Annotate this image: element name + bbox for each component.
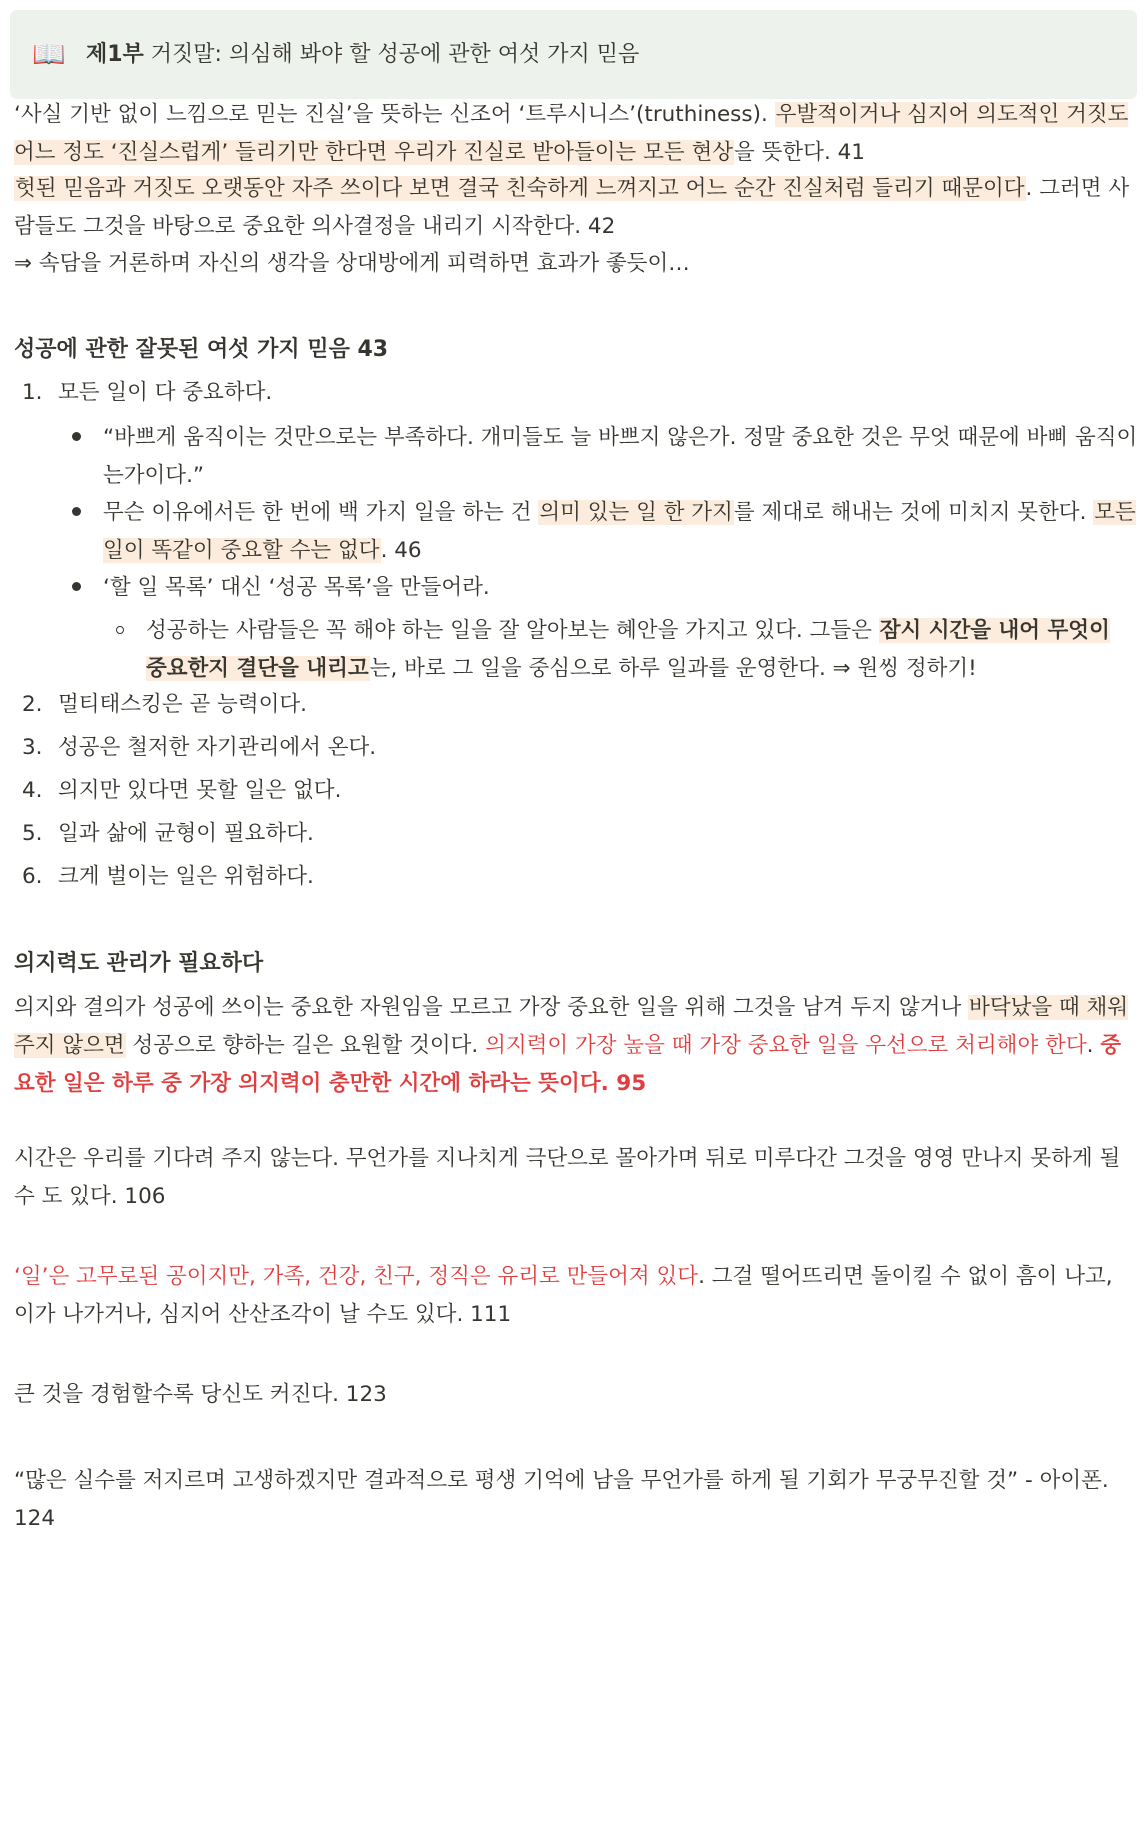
list-number: 2. bbox=[22, 692, 43, 717]
text-span: 는, 바로 그 일을 중심으로 하루 일과를 운영한다. ⇒ 원씽 정하기! bbox=[369, 656, 977, 681]
bullet-dot bbox=[72, 432, 81, 441]
bullet-one-meaningful-thing bbox=[103, 494, 1138, 570]
callout-title-bold: 제1부 bbox=[86, 41, 144, 67]
heading-willpower: 의지력도 관리가 필요하다 bbox=[14, 951, 264, 976]
text-span: 무슨 이유에서든 한 번에 백 가지 일을 하는 건 bbox=[103, 500, 539, 525]
text-span: ‘사실 기반 없이 느낌으로 믿는 진실’을 뜻하는 신조어 ‘트루시니스’(truthiness). bbox=[14, 102, 775, 127]
highlight-span: 바닥났을 때 채워 주지 않으면 bbox=[14, 995, 1129, 1058]
text-span: 를 제대로 해내는 것에 미치지 못한다. bbox=[733, 500, 1094, 525]
paragraph-rubber-ball bbox=[14, 1258, 1138, 1334]
callout-title bbox=[86, 36, 639, 74]
paragraph-proverb: ⇒ 속담을 거론하며 자신의 생각을 상대방에게 피력하면 효과가 좋듯이… bbox=[14, 251, 690, 276]
paragraph-experience: 큰 것을 경험할수록 당신도 커진다. 123 bbox=[14, 1382, 387, 1407]
paragraph-familiar-lies bbox=[14, 170, 1138, 246]
list-number: 1. bbox=[22, 380, 43, 405]
list-item-5: 일과 삶에 균형이 필요하다. bbox=[58, 821, 314, 846]
bullet-dot bbox=[72, 582, 81, 591]
red-bold-span: 중요한 일은 하루 중 가장 의지력이 충만한 시간에 하라는 뜻이다. 95 bbox=[14, 1033, 1122, 1096]
text-span: 의지와 결의가 성공에 쓰이는 중요한 자원임을 모르고 가장 중요한 일을 위해 그것을 남겨 두지 않거나 bbox=[14, 995, 969, 1020]
sub-bullet-circle bbox=[116, 626, 124, 634]
list-number: 3. bbox=[22, 735, 43, 760]
text-span: 성공으로 향하는 길은 요원할 것이다. bbox=[125, 1033, 486, 1058]
bullet-success-list: ‘할 일 목록’ 대신 ‘성공 목록’을 만들어라. bbox=[103, 575, 490, 600]
open-book-icon: 📖 bbox=[32, 38, 66, 70]
list-item-1: 모든 일이 다 중요하다. bbox=[58, 380, 273, 405]
highlight-span: 헛된 믿음과 거짓도 오랫동안 자주 쓰이다 보면 결국 친숙하게 느껴지고 어느 순간 진실처럼 들리기 때문이다 bbox=[15, 176, 1025, 201]
callout-block bbox=[10, 10, 1137, 99]
red-span: ‘일’은 고무로된 공이지만, 가족, 건강, 친구, 정직은 유리로 만들어져 있다 bbox=[14, 1264, 699, 1289]
heading-six-beliefs: 성공에 관한 잘못된 여섯 가지 믿음 43 bbox=[14, 337, 389, 362]
text-span: . 그걸 떨어뜨리면 돌이킬 수 없이 흠이 나고, 이가 나가거나, 심지어 산산조각이 날 수도 있다. 111 bbox=[14, 1264, 1113, 1327]
highlight-span: 우발적이거나 심지어 의도적인 거짓도 어느 정도 ‘진실스럽게’ 들리기만 한다면 우리가 진실로 받아들이는 모든 현상 bbox=[14, 102, 1129, 165]
text-span: . bbox=[1086, 1033, 1101, 1058]
list-number: 6. bbox=[22, 864, 43, 889]
list-number: 4. bbox=[22, 778, 43, 803]
red-span: 의지력이 가장 높을 때 가장 중요한 일을 우선으로 처리해야 한다 bbox=[485, 1033, 1087, 1058]
paragraph-time: 시간은 우리를 기다려 주지 않는다. 무언가를 지나치게 극단으로 몰아가며 뒤로 미루다간 그것을 영영 만나지 못하게 될 수 도 있다. 106 bbox=[14, 1146, 1121, 1209]
text-span: 성공하는 사람들은 꼭 해야 하는 일을 잘 알아보는 혜안을 가지고 있다. 그들은 bbox=[146, 618, 879, 643]
list-item-4: 의지만 있다면 못할 일은 없다. bbox=[58, 778, 342, 803]
list-item-2: 멀티태스킹은 곧 능력이다. bbox=[58, 692, 307, 717]
text-span: . 그러면 사람들도 그것을 바탕으로 중요한 의사결정을 내리기 시작한다. 42 bbox=[14, 176, 1130, 239]
text-span: . 46 bbox=[380, 538, 422, 563]
highlight-span: 의미 있는 일 한 가지 bbox=[539, 500, 733, 525]
highlight-bold-span: 잠시 시간을 내어 무엇이 중요한지 결단을 내리고 bbox=[146, 618, 1110, 681]
bullet-dot bbox=[72, 507, 81, 516]
callout-title-rest: 거짓말: 의심해 봐야 할 성공에 관한 여섯 가지 믿음 bbox=[143, 41, 640, 67]
paragraph-willpower bbox=[14, 989, 1138, 1103]
paragraph-truthiness bbox=[14, 96, 1138, 172]
sub-bullet-insight bbox=[146, 612, 1130, 688]
highlight-span: 모든 일이 똑같이 중요할 수는 없다 bbox=[103, 500, 1136, 563]
text-span: 을 뜻한다. 41 bbox=[734, 140, 865, 165]
bullet-busy-ants: “바쁘게 움직이는 것만으로는 부족하다. 개미들도 늘 바쁘지 않은가. 정말 중요한 것은 무엇 때문에 바삐 움직이는가이다.” bbox=[103, 425, 1138, 488]
list-number: 5. bbox=[22, 821, 43, 846]
paragraph-quote: “많은 실수를 저지르며 고생하겠지만 결과적으로 평생 기억에 남을 무언가를 하게 될 기회가 무궁무진할 것” - 아이폰. 124 bbox=[14, 1468, 1109, 1531]
list-item-3: 성공은 철저한 자기관리에서 온다. bbox=[58, 735, 377, 760]
list-item-6: 크게 벌이는 일은 위험하다. bbox=[58, 864, 314, 889]
